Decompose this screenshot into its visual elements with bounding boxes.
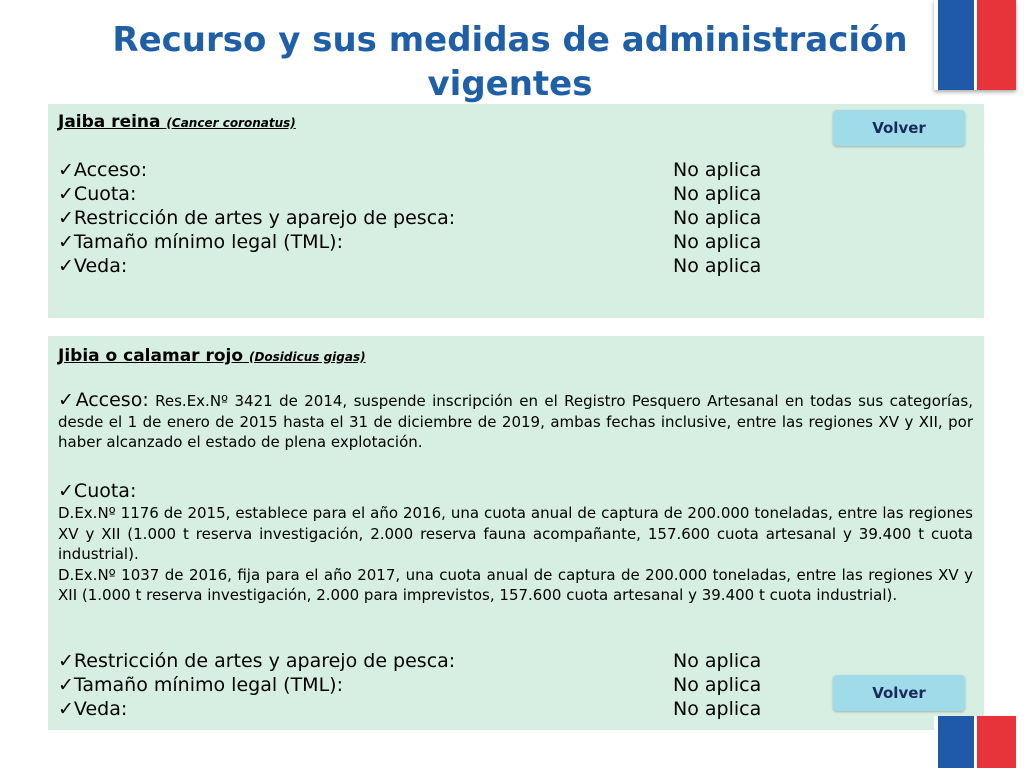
measure-value: No aplica — [673, 698, 762, 720]
measure-row — [58, 697, 127, 721]
measure-label: Restricción de artes y aparejo de pesca: — [73, 207, 456, 229]
species-panel-jaiba-reina — [48, 104, 984, 318]
species-title — [58, 346, 366, 366]
measure-label: Tamaño mínimo legal (TML): — [73, 674, 343, 696]
measure-value: No aplica — [673, 255, 762, 277]
check-icon: ✓ — [58, 698, 74, 720]
measure-label: Cuota: — [73, 183, 137, 205]
page-title: Recurso y sus medidas de administración vigentes — [112, 20, 908, 104]
measure-value: No aplica — [673, 650, 762, 672]
cuota-label: Cuota: — [73, 480, 137, 502]
flag-logo-bottom — [934, 716, 1016, 768]
measure-label: Veda: — [73, 698, 128, 720]
measure-row — [58, 673, 343, 697]
measure-row — [58, 230, 343, 254]
cuota-text-1: D.Ex.Nº 1176 de 2015, establece para el año 2016, una cuota anual de captura de 200.000 toneladas, entre las regiones XV y XII (1.000 t reserva investigación, 2.000 reserva fauna acompañante, 157.600 cuota artesanal y 39.400 t cuota industrial). — [58, 504, 973, 563]
species-scientific-name: (Cancer coronatus) — [166, 116, 296, 130]
volver-button[interactable]: Volver — [833, 110, 965, 146]
species-title — [58, 112, 296, 132]
check-icon: ✓ — [58, 207, 74, 229]
acceso-text: Res.Ex.Nº 3421 de 2014, suspende inscripción en el Registro Pesquero Artesanal en todas sus categorías, desde el 1 de enero de 2015 hasta el 31 de diciembre de 2019, ambas fechas inclusive, entre las regiones XV y XII, por haber alcanzado el estado de plena explotación. — [58, 392, 973, 451]
measure-value: No aplica — [673, 207, 762, 229]
measure-value: No aplica — [673, 183, 762, 205]
measure-label: Acceso: — [73, 159, 148, 181]
acceso-paragraph — [58, 390, 973, 453]
measure-value: No aplica — [673, 231, 762, 253]
measure-row — [58, 649, 455, 673]
check-icon: ✓ — [58, 650, 74, 672]
volver-button[interactable]: Volver — [833, 675, 965, 711]
species-panel-jibia — [48, 336, 984, 730]
measure-row — [58, 182, 136, 206]
measure-row — [58, 206, 455, 230]
species-name: Jibia o calamar rojo — [58, 346, 244, 366]
cuota-paragraph — [58, 479, 973, 606]
check-icon: ✓ — [58, 183, 74, 205]
measure-label: Restricción de artes y aparejo de pesca: — [73, 650, 456, 672]
acceso-label: Acceso: — [75, 389, 149, 411]
measure-label: Tamaño mínimo legal (TML): — [73, 231, 343, 253]
cuota-text-2: D.Ex.Nº 1037 de 2016, fija para el año 2017, una cuota anual de captura de 200.000 toneladas, entre las regiones XV y XII (1.000 t reserva investigación, 2.000 para imprevistos, 157.600 cuota artesanal y 39.400 t cuota industrial). — [58, 565, 973, 604]
measure-label: Veda: — [73, 255, 128, 277]
measure-value: No aplica — [673, 159, 762, 181]
flag-logo-top — [934, 0, 1016, 90]
check-icon: ✓ — [58, 255, 74, 277]
measure-row — [58, 254, 127, 278]
check-icon: ✓ — [58, 389, 76, 411]
species-name: Jaiba reina — [58, 112, 161, 132]
check-icon: ✓ — [58, 159, 74, 181]
check-icon: ✓ — [58, 480, 74, 502]
check-icon: ✓ — [58, 674, 74, 696]
measure-value: No aplica — [673, 674, 762, 696]
check-icon: ✓ — [58, 231, 74, 253]
measure-row — [58, 158, 147, 182]
species-scientific-name: (Dosidicus gigas) — [248, 350, 366, 364]
